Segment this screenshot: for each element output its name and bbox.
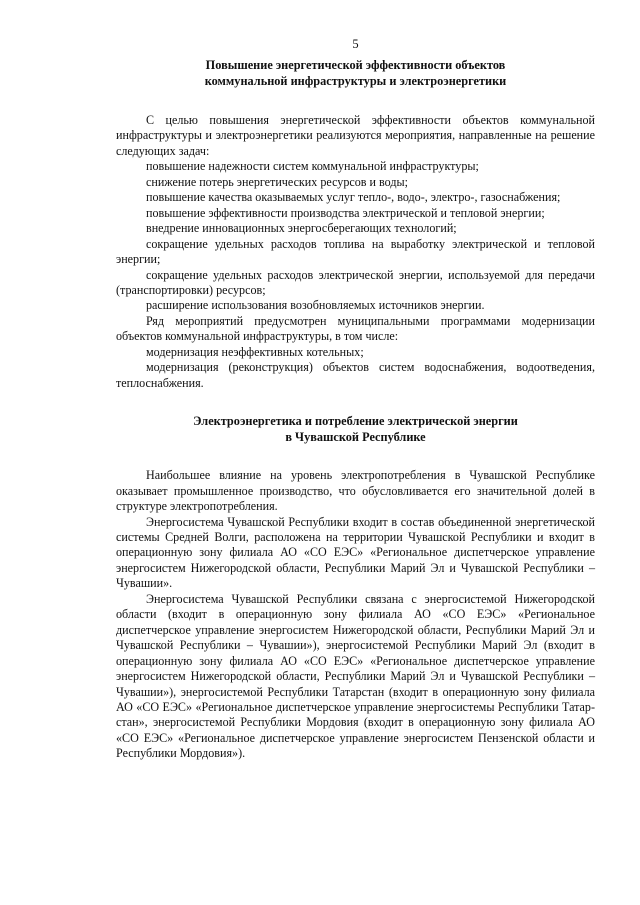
section-body-electric-power xyxy=(116,468,595,762)
section-title-line: в Чувашской Республике xyxy=(285,429,426,444)
list-item: снижение потерь энергетических ресурсов и воды; xyxy=(146,174,408,189)
section-title-line: Электроэнергетика и потребление электрической энергии xyxy=(193,414,518,429)
page-number: 5 xyxy=(352,37,359,51)
section-body-energy-efficiency xyxy=(116,113,595,391)
document-page xyxy=(116,36,595,762)
paragraph: Ряд мероприятий предусмотрен муниципальными программами модернизации объектов коммунальной инфраструктуры, в том числе: xyxy=(116,313,595,344)
section-title-line: Повышение энергетической эффективности объектов xyxy=(205,58,506,72)
paragraph: Энергосистема Чувашской Республики связана с энергосистемой Нижегородской области (входит в операционную зону филиала АО «СО ЕЭС» «Региональное диспетчерское управление энергосистем Нижегородской области, Республики Марий Эл и Чувашской Республики – Чувашии»), энергосистемой Республики Марий Эл (входит в операционную зону филиала АО «СО ЕЭС» «Региональное диспетчерское управление энергосистем Нижегородской области, Республики Марий Эл и Чувашской Республики – Чувашии»), энергосистемой Республики Татарстан (входит в операционную зону филиала АО «СО ЕЭС» «Региональное диспетчерское управление энергосистемы Республики Татарстан», энергосистемой Республики Мордовия (входит в операционную зону филиала АО «СО ЕЭС» «Региональное диспетчерское управление энергосистем Пензенской области и Республики Мордовия»). xyxy=(116,591,595,761)
list-item: модернизация (реконструкция) объектов систем водоснабжения, водоотведения, теплоснабжения. xyxy=(116,360,595,390)
list-item: сокращение удельных расходов топлива на выработку электрической и тепловой энергии; xyxy=(116,236,595,267)
paragraph: С целью повышения энергетической эффективности объектов коммунальной инфраструктуры и электроэнергетики реализуются мероприятия, направленные на решение следующих задач: xyxy=(116,113,595,158)
list-item: расширение использования возобновляемых источников энергии. xyxy=(146,298,485,313)
section-title-energy-efficiency xyxy=(116,58,595,89)
paragraph: Энергосистема Чувашской Республики входит в состав объединенной энергетической системы Средней Волги, расположена на территории Чувашской Республики и входит в операционную зону филиала АО «СО ЕЭС» «Региональное диспетчерское управление энергосистем Нижегородской области, Республики Марий Эл и Чувашской Республики – Чувашии». xyxy=(116,514,595,591)
list-item: сокращение удельных расходов электрической энергии, используемой для передачи (транспортировки) ресурсов; xyxy=(116,267,595,297)
paragraph: Наибольшее влияние на уровень электропотребления в Чувашской Республике оказывает промышленное производство, что обусловливается его значительной долей в структуре электропотребления. xyxy=(116,468,595,514)
section-title-electric-power xyxy=(116,414,595,445)
list-item: повышение качества оказываемых услуг тепло-, водо-, электро-, газоснабжения; xyxy=(146,190,561,205)
list-item: модернизация неэффективных котельных; xyxy=(146,344,364,359)
list-item: повышение эффективности производства электрической и тепловой энергии; xyxy=(146,205,545,220)
section-title-line: коммунальной инфраструктуры и электроэнергетики xyxy=(204,73,507,88)
list-item: повышение надежности систем коммунальной инфраструктуры; xyxy=(146,159,479,174)
list-item: внедрение инновационных энергосберегающих технологий; xyxy=(146,221,457,236)
